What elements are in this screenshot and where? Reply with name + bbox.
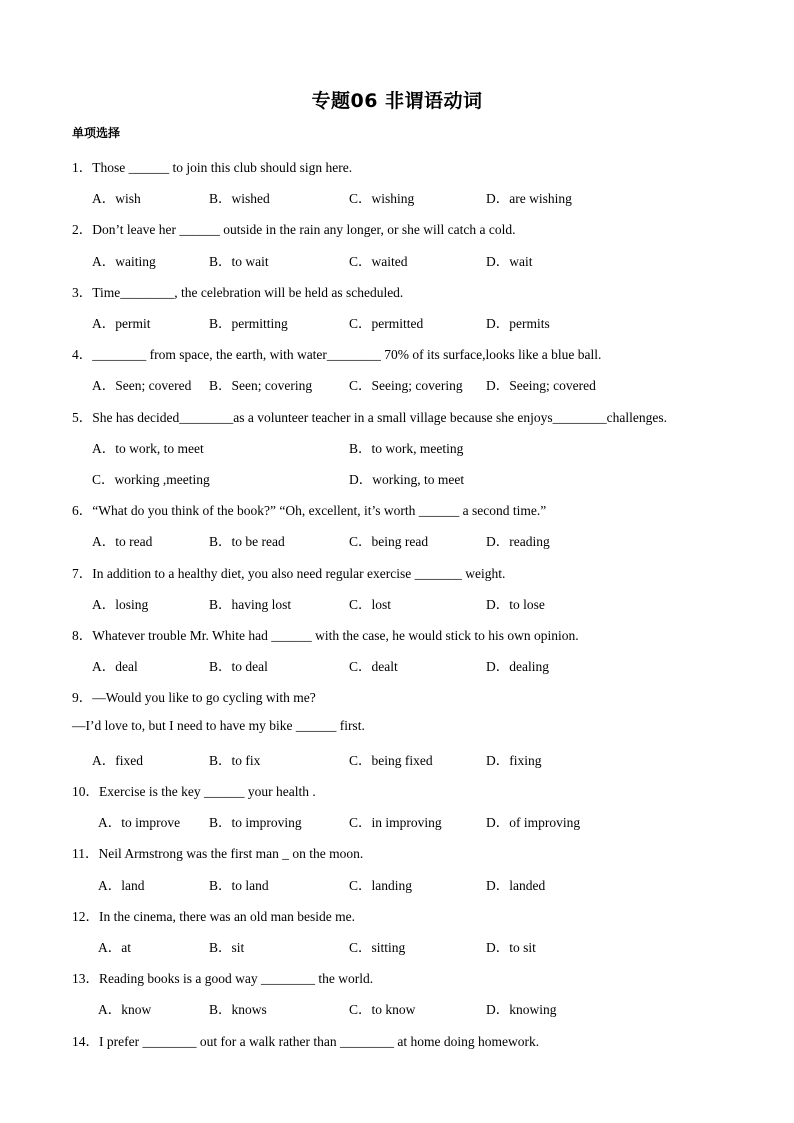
option-d: D．working, to meet (349, 472, 465, 487)
question-5-options-row2 (92, 468, 732, 486)
question-13-options (92, 998, 732, 1016)
option-b: B．to improving (209, 815, 302, 830)
section-heading: 单项选择 (72, 126, 121, 140)
question-12-stem: 12．In the cinema, there was an old man beside me. (72, 909, 356, 924)
question-6-options (92, 530, 732, 548)
option-c: C．wishing (349, 191, 415, 206)
option-b: B．to land (209, 878, 269, 893)
option-c: C．lost (349, 597, 392, 612)
question-2-options (92, 250, 732, 268)
question-8-stem: 8．Whatever trouble Mr. White had ______ with the case, he would stick to his own opinion. (72, 628, 579, 643)
question-10-options (92, 811, 732, 829)
question-4-stem: 4．________ from space, the earth, with water________ 70% of its surface,looks like a blue ball. (72, 347, 602, 362)
option-c: C．in improving (349, 815, 442, 830)
question-9-reply: —I’d love to, but I need to have my bike ______ first. (72, 718, 365, 733)
option-c: C．being fixed (349, 753, 433, 768)
option-a: A．Seen; covered (92, 378, 192, 393)
option-c: C．waited (349, 254, 408, 269)
question-13-stem: 13．Reading books is a good way ________ the world. (72, 971, 374, 986)
option-a: A．to improve (98, 815, 181, 830)
option-b: B．to be read (209, 534, 285, 549)
option-d: D．permits (486, 316, 550, 331)
question-14-stem: 14．I prefer ________ out for a walk rather than ________ at home doing homework. (72, 1034, 540, 1049)
option-a: A．to work, to meet (92, 441, 204, 456)
option-a: A．wish (92, 191, 141, 206)
option-d: D．are wishing (486, 191, 572, 206)
option-d: D．to lose (486, 597, 545, 612)
question-3-stem: 3．Time________, the celebration will be held as scheduled. (72, 285, 404, 300)
option-a: A．know (98, 1002, 152, 1017)
option-d: D．Seeing; covered (486, 378, 596, 393)
question-6-stem: 6．“What do you think of the book?” “Oh, excellent, it’s worth ______ a second time.” (72, 503, 547, 518)
question-8-options (92, 655, 732, 673)
option-a: A．deal (92, 659, 138, 674)
option-d: D．reading (486, 534, 550, 549)
question-4-options (92, 374, 732, 392)
option-d: D．knowing (486, 1002, 557, 1017)
option-d: D．wait (486, 254, 533, 269)
question-11-stem: 11．Neil Armstrong was the first man _ on the moon. (72, 846, 364, 861)
option-b: B．Seen; covering (209, 378, 313, 393)
option-b: B．knows (209, 1002, 267, 1017)
option-b: B．to wait (209, 254, 269, 269)
question-1-stem: 1．Those ______ to join this club should sign here. (72, 160, 353, 175)
option-b: B．to deal (209, 659, 268, 674)
option-b: B．permitting (209, 316, 288, 331)
option-b: B．having lost (209, 597, 292, 612)
option-c: C．Seeing; covering (349, 378, 463, 393)
question-2-stem: 2．Don’t leave her ______ outside in the rain any longer, or she will catch a cold. (72, 222, 516, 237)
option-d: D．to sit (486, 940, 536, 955)
option-a: A．permit (92, 316, 151, 331)
option-a: A．to read (92, 534, 153, 549)
option-c: C．sitting (349, 940, 406, 955)
question-9-stem: 9．—Would you like to go cycling with me? (72, 690, 316, 705)
option-c: C．to know (349, 1002, 416, 1017)
page-title: 专题06 非谓语动词 (311, 90, 483, 112)
option-b: B．to work, meeting (349, 441, 464, 456)
question-10-stem: 10．Exercise is the key ______ your health . (72, 784, 316, 799)
option-a: A．losing (92, 597, 149, 612)
option-b: B．sit (209, 940, 245, 955)
question-12-options (92, 936, 732, 954)
option-a: A．land (98, 878, 145, 893)
option-d: D．dealing (486, 659, 549, 674)
option-a: A．waiting (92, 254, 156, 269)
question-7-stem: 7．In addition to a healthy diet, you also need regular exercise _______ weight. (72, 566, 506, 581)
option-a: A．fixed (92, 753, 143, 768)
question-5-stem: 5．She has decided________as a volunteer teacher in a small village because she enjoys________challenges. (72, 410, 667, 425)
option-a: A．at (98, 940, 131, 955)
question-11-options (92, 874, 732, 892)
option-d: D．of improving (486, 815, 581, 830)
option-b: B．to fix (209, 753, 261, 768)
question-5-options-row1 (92, 437, 732, 455)
option-c: C．dealt (349, 659, 398, 674)
option-c: C．being read (349, 534, 429, 549)
question-9-options (92, 749, 732, 767)
question-7-options (92, 593, 732, 611)
option-d: D．fixing (486, 753, 542, 768)
question-3-options (92, 312, 732, 330)
option-c: C．permitted (349, 316, 424, 331)
option-d: D．landed (486, 878, 546, 893)
question-1-options (92, 187, 732, 205)
option-b: B．wished (209, 191, 270, 206)
option-c: C．working ,meeting (92, 472, 210, 487)
option-c: C．landing (349, 878, 412, 893)
